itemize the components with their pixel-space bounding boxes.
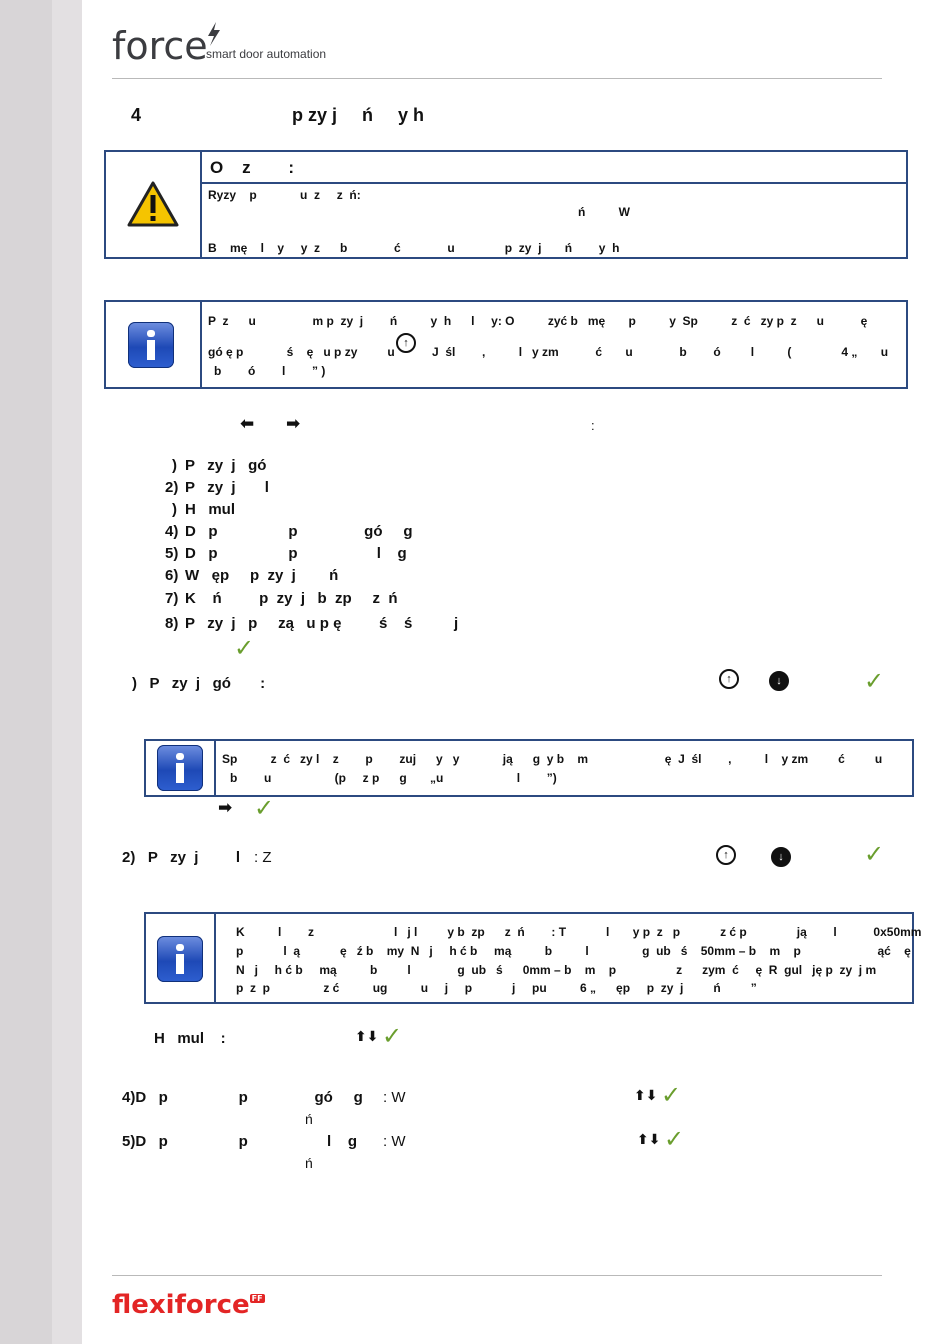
force-logo <box>112 24 327 68</box>
up-button-icon: ↑ <box>396 333 416 353</box>
nav-colon: : <box>591 418 595 433</box>
menu-num-5: 5) <box>165 545 179 562</box>
warning-triangle-icon <box>126 180 180 228</box>
info1-line-1: P z u m p zy j ń y h l y: O zyć b mę p y Sp z ć zy p z u ę <box>208 314 868 328</box>
footer-logo-badge: FF <box>251 1294 263 1303</box>
section-number: 4 <box>131 105 142 125</box>
flexiforce-logo <box>112 1290 265 1320</box>
menu-item-2: P zy j l <box>185 479 269 496</box>
menu-num-6: 6) <box>165 567 179 584</box>
sec5-sub: ń <box>305 1155 313 1171</box>
menu-num-1: ) <box>172 457 177 474</box>
arrow-right-icon: ➡ <box>286 414 301 433</box>
menu-item-3: H mul <box>185 501 236 518</box>
check-icon: ✓ <box>254 795 275 822</box>
sec2-info-line-1: K l z l j l y b zp z ń : T l y p z p z ć p ją l 0x50mm <box>236 925 922 939</box>
check-icon: ✓ <box>661 1082 682 1109</box>
check-icon: ✓ <box>664 1126 685 1153</box>
menu-item-1: P zy j gó <box>185 457 267 474</box>
menu-item-4: D p p gó g <box>185 523 413 540</box>
header-divider <box>112 78 882 79</box>
menu-num-3: ) <box>172 501 177 518</box>
sec3-heading: H mul : <box>154 1030 226 1047</box>
up-down-arrows-icon: ⬆⬇ <box>634 1087 658 1103</box>
check-icon: ✓ <box>864 668 885 695</box>
info-icon <box>157 745 203 791</box>
check-icon: ✓ <box>864 841 885 868</box>
warning-heading: O z : <box>210 158 295 177</box>
sec2-suffix: : Z <box>254 849 272 866</box>
menu-num-7: 7) <box>165 590 179 607</box>
sec5-heading: 5)D p p l g <box>122 1133 358 1150</box>
warning-line-3: B mę l y y z b ć u p zy j ń y h <box>208 241 620 255</box>
warning-line-2: ń W <box>578 205 630 219</box>
page-title: p zy j ń y h <box>292 105 425 125</box>
arrow-right-icon: ➡ <box>218 798 233 817</box>
menu-num-4: 4) <box>165 523 179 540</box>
down-button-icon: ↓ <box>769 671 789 691</box>
info-icon <box>157 936 203 982</box>
up-button-icon: ↑ <box>719 669 739 689</box>
info1-line-2a: gó ę p ś ę u p zy u <box>208 345 395 359</box>
menu-item-5: D p p l g <box>185 545 407 562</box>
sec2-info-line-3: N j h ć b mą b l g ub ś 0mm – b m p z zym ć ę R gul ję p zy j m <box>236 963 877 977</box>
info-box-1 <box>104 300 908 389</box>
check-icon: ✓ <box>234 635 255 662</box>
menu-item-6: W ęp p zy j ń <box>185 567 339 584</box>
info1-line-3: b ó l ” ) <box>214 364 326 378</box>
info-box-3 <box>144 912 922 1004</box>
logo-word: force <box>112 24 208 68</box>
up-button-icon: ↑ <box>716 845 736 865</box>
menu-num-2: 2) <box>165 479 179 496</box>
sec2-heading: 2) P zy j l <box>122 849 241 866</box>
menu-num-8: 8) <box>165 615 179 632</box>
warning-box <box>104 150 908 259</box>
logo-tagline: smart door automation <box>206 47 327 61</box>
warning-line-1: Ryzy p u z z ń: <box>208 188 361 202</box>
sec4-heading: 4)D p p gó g <box>122 1089 363 1106</box>
sec2-info-line-2: p l ą ę ź b my N j h ć b mą b l g ub ś 50mm – b m p ąć ę <box>236 944 911 958</box>
footer-logo-text: flexiforce <box>112 1290 250 1320</box>
left-margin-bar <box>0 0 82 1344</box>
info1-line-2b: J śl , l y zm ć u b ó l ( 4 „ u <box>432 345 889 359</box>
sec1-heading: ) P zy j gó : <box>132 675 266 692</box>
up-down-arrows-icon: ⬆⬇ <box>637 1131 661 1147</box>
arrow-left-icon: ⬅ <box>240 414 255 433</box>
menu-item-8: P zy j p zą u p ę ś ś j <box>185 615 459 632</box>
lightning-bolt-icon <box>204 20 224 48</box>
down-button-icon: ↓ <box>771 847 791 867</box>
sec5-suffix: : W <box>383 1133 406 1150</box>
sec1-info-line-2: b u (p z p g „u l ”) <box>230 771 557 785</box>
sec2-info-line-4: p z p z ć ug u j p j pu 6 „ ęp p zy j ń ” <box>236 981 757 995</box>
footer-divider <box>112 1275 882 1276</box>
info-box-2 <box>144 739 914 797</box>
sec1-info-line-1: Sp z ć zy l z p zuj y y ją g y b m ę J śl , l y zm ć u <box>222 752 883 766</box>
check-icon: ✓ <box>382 1023 403 1050</box>
sec4-suffix: : W <box>383 1089 406 1106</box>
sec4-sub: ń <box>305 1111 313 1127</box>
menu-item-7: K ń p zy j b zp z ń <box>185 590 398 607</box>
info-icon <box>128 322 174 368</box>
up-down-arrows-icon: ⬆⬇ <box>355 1028 379 1044</box>
